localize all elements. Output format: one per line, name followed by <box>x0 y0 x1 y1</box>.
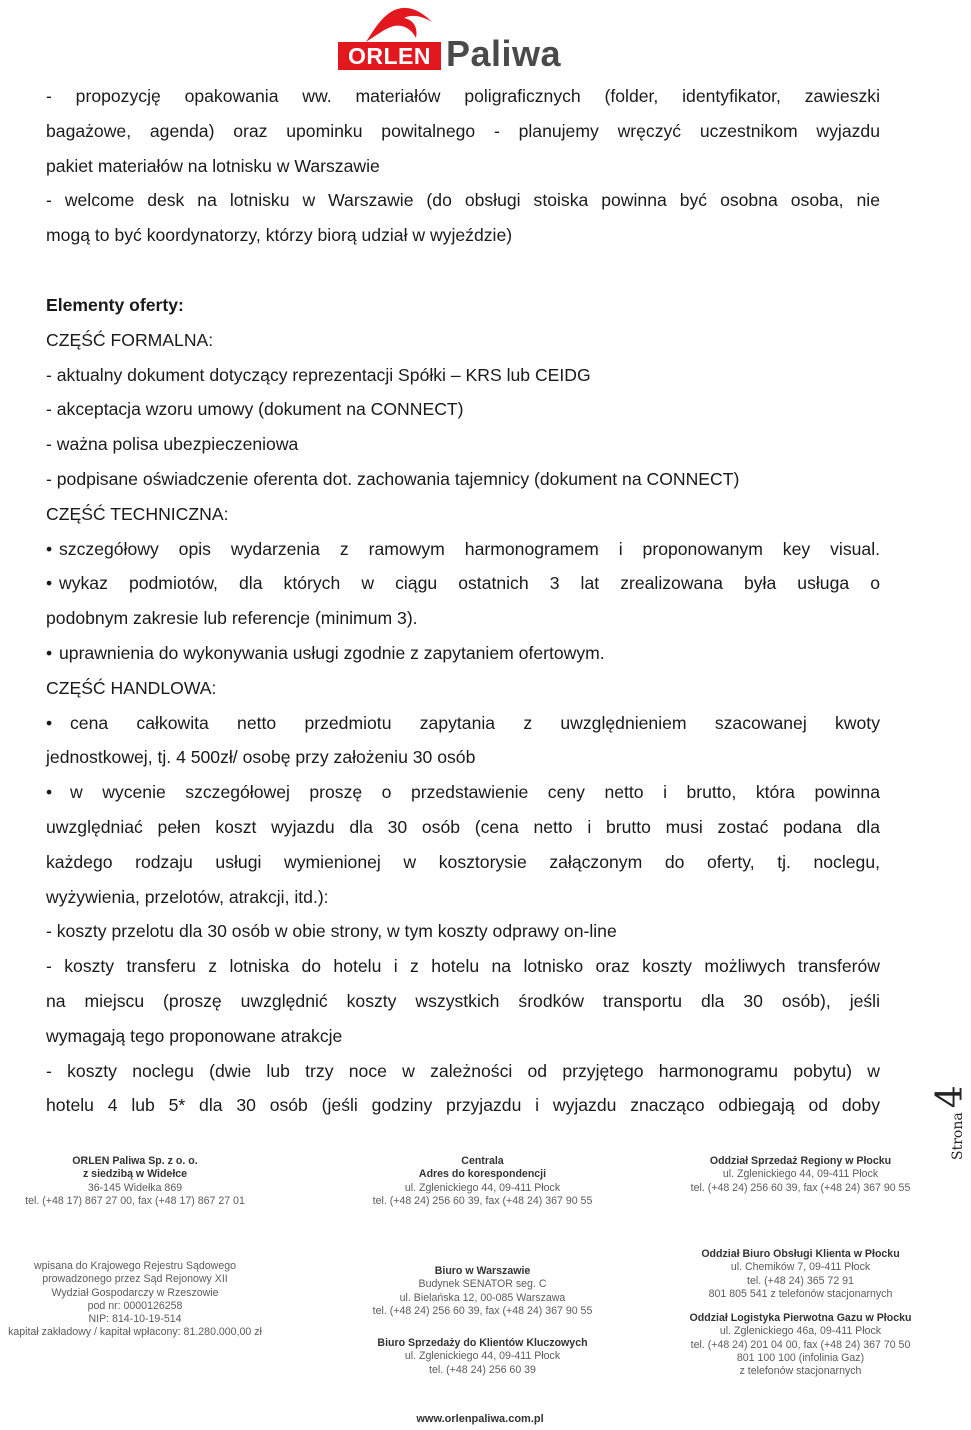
bullet-text: wykaz podmiotów, dla których w ciągu ostatnich 3 lat zrealizowana była usługa o <box>59 573 880 594</box>
list-item: - koszty noclegu (dwie lub trzy noce w zależności od przyjętego harmonogramu pobytu) w <box>46 1060 880 1081</box>
bullet-text: cena całkowita netto przedmiotu zapytania z uwzględnieniem szacowanej kwoty <box>70 712 880 733</box>
footer-gas-logistics: Oddział Logistyka Pierwotna Gazu w Płocku ul. Zglenickiego 46a, 09-411 Płock tel. (+48 24) 201 04 00, fax (+48 24) 367 70 50 801 100 100 (infolinia Gaz) z telefonów stacjonarnych <box>689 1312 912 1378</box>
list-item: - akceptacja wzoru umowy (dokument na CONNECT) <box>46 399 464 420</box>
text-line: uwzględniać pełen koszt wyjazdu dla 30 osób (cena netto i brutto musi zostać podana dla <box>46 816 880 837</box>
text-line: na miejscu (proszę uwzględnić koszty wszystkich środków transportu dla 30 osób), jeśli <box>46 990 880 1011</box>
bullet-item <box>46 566 880 601</box>
list-item: - podpisane oświadczenie oferenta dot. zachowania tajemnicy (dokument na CONNECT) <box>46 468 740 489</box>
footer-key-accounts: Biuro Sprzedaży do Klientów Kluczowych ul. Zglenickiego 44, 09-411 Płock tel. (+48 24) 256 60 39 <box>377 1337 588 1376</box>
text-line: podobnym zakresie lub referencje (minimum 3). <box>46 608 418 629</box>
bullet-item <box>46 532 880 567</box>
bullet-icon <box>46 643 59 663</box>
footer-centrala: Centrala Adres do korespondencji ul. Zglenickiego 44, 09-411 Płock tel. (+48 24) 256 60 39, fax (+48 24) 367 90 55 <box>372 1155 593 1207</box>
text-line: każdego rodzaju usługi wymienionej w kosztorysie załączonym do oferty, tj. noclegu, <box>46 851 880 872</box>
bullet-item <box>46 775 880 810</box>
text-line: jednostkowej, tj. 4 500zł/ osobę przy założeniu 30 osób <box>46 747 476 768</box>
footer-customer-service: Oddział Biuro Obsługi Klienta w Płocku ul. Chemików 7, 09-411 Płock tel. (+48 24) 365 72 91 801 805 541 z telefonów stacjonarnych <box>701 1248 900 1300</box>
document-body <box>46 79 880 1123</box>
list-item: - koszty przelotu dla 30 osób w obie strony, w tym koszty odprawy on-line <box>46 921 617 942</box>
bullet-text: w wycenie szczegółowej proszę o przedstawienie ceny netto i brutto, która powinna <box>70 782 880 803</box>
list-item: - koszty transferu z lotniska do hotelu i z hotelu na lotnisko oraz koszty możliwych transferów <box>46 956 880 977</box>
text-line: wymagają tego proponowane atrakcje <box>46 1025 343 1046</box>
footer-company: ORLEN Paliwa Sp. z o. o. z siedzibą w Widełce 36-145 Widełka 869 tel. (+48 17) 867 27 00, fax (+48 17) 867 27 01 <box>25 1155 245 1207</box>
bullet-item <box>46 636 880 671</box>
page-label: Strona <box>950 1112 966 1160</box>
bullet-icon <box>46 539 59 559</box>
page-number-value: 4 <box>930 1085 971 1109</box>
section-heading: CZĘŚĆ TECHNICZNA: <box>46 503 229 524</box>
text-line: - welcome desk na lotnisku w Warszawie (do obsługi stoiska powinna być osobna osoba, nie <box>46 190 880 211</box>
orlen-paliwa-logo <box>338 4 578 72</box>
website-link[interactable]: www.orlenpaliwa.com.pl <box>416 1413 544 1425</box>
bullet-item <box>46 706 880 741</box>
text-line: hotelu 4 lub 5* dla 30 osób (jeśli godziny przyjazdu i wyjazdu znacząco odbiegają od doby <box>46 1095 880 1116</box>
logo-paliwa-text: Paliwa <box>446 33 562 74</box>
orlen-eagle-icon <box>358 4 438 46</box>
logo-orlen-box: ORLEN <box>338 42 441 70</box>
text-line: bagażowe, agenda) oraz upominku powitalnego - planujemy wręczyć uczestnikom wyjazdu <box>46 120 880 141</box>
list-item: - aktualny dokument dotyczący reprezentacji Spółki – KRS lub CEIDG <box>46 364 591 385</box>
section-heading: CZĘŚĆ HANDLOWA: <box>46 677 217 698</box>
footer-sales-regions: Oddział Sprzedaż Regiony w Płocku ul. Zglenickiego 44, 09-411 Płock tel. (+48 24) 256 60 39, fax (+48 24) 367 90 55 <box>690 1155 911 1194</box>
text-line: wyżywienia, przelotów, atrakcji, itd.): <box>46 886 329 907</box>
section-heading: CZĘŚĆ FORMALNA: <box>46 329 214 350</box>
bullet-text: uprawnienia do wykonywania usługi zgodnie z zapytaniem ofertowym. <box>59 642 605 663</box>
bullet-icon <box>46 782 70 802</box>
section-heading: Elementy oferty: <box>46 294 184 315</box>
footer-registration: wpisana do Krajowego Rejestru Sądowego prowadzonego przez Sąd Rejonowy XII Wydział Gospodarczy w Rzeszowie pod nr: 0000126258 NIP: 814-10-19-514 kapitał zakładowy / kapitał wpłacony: 81.280.000,00 zł <box>8 1260 262 1339</box>
bullet-icon <box>46 713 70 733</box>
bullet-icon <box>46 573 59 593</box>
footer-warsaw-office: Biuro w Warszawie Budynek SENATOR seg. C ul. Bielańska 12, 00-085 Warszawa tel. (+48 24) 256 60 39, fax (+48 24) 367 90 55 <box>372 1265 593 1317</box>
text-line: mogą to być koordynatorzy, którzy biorą udział w wyjeździe) <box>46 225 513 246</box>
text-line: pakiet materiałów na lotnisku w Warszawie <box>46 155 380 176</box>
text-line: - propozycję opakowania ww. materiałów poligraficznych (folder, identyfikator, zawieszki <box>46 86 880 106</box>
bullet-text: szczegółowy opis wydarzenia z ramowym harmonogramem i proponowanym key visual. <box>59 538 880 559</box>
list-item: - ważna polisa ubezpieczeniowa <box>46 434 299 455</box>
